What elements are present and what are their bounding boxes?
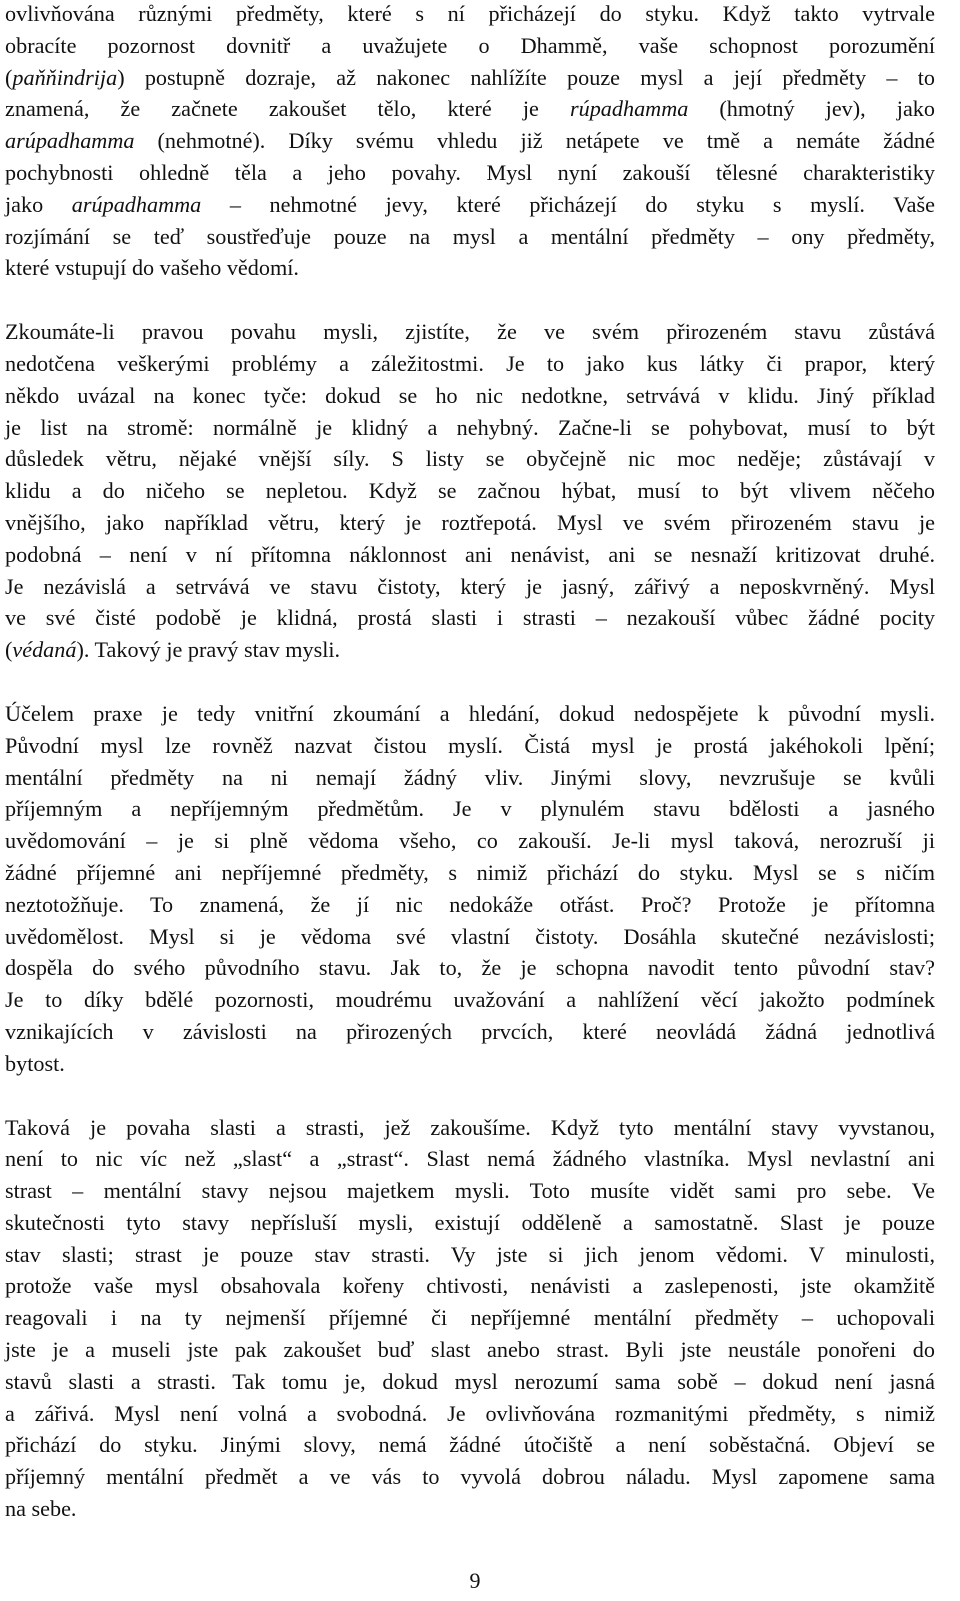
text-line: [5, 1429, 935, 1461]
paragraph: [5, 1112, 935, 1525]
italic-term: arúpadhamma: [5, 128, 135, 154]
text-run: někdo uvázal na konec tyče: dokud se ho nic nedotkne, setrvává v klidu. Jiný příklad: [5, 382, 935, 408]
text-run: stavů slasti a strasti. Tak tomu je, dokud mysl nerozumí sama sobě – dokud není jasná: [5, 1368, 935, 1394]
text-run: reagovali i na ty nejmenší příjemné či nepříjemné mentální předměty – uchopovali: [5, 1305, 935, 1331]
text-run: jste je a museli jste pak zakoušet buď slast anebo strast. Byli jste neustále ponořeni do: [5, 1337, 935, 1363]
text-line: [5, 1048, 935, 1080]
text-line: [5, 443, 935, 475]
text-line: [5, 189, 935, 221]
text-line: [5, 921, 935, 953]
italic-term: arúpadhamma: [71, 191, 202, 217]
text-line: [5, 793, 935, 825]
text-line: [5, 475, 935, 507]
text-line: [5, 1302, 935, 1334]
text-run: (hmotný jev), jako: [688, 96, 935, 122]
text-line: [5, 1207, 935, 1239]
text-run: pochybnosti ohledně těla a jeho povahy. Mysl nyní zakouší tělesné charakteristiky: [5, 159, 935, 185]
text-run: ovlivňována různými předměty, které s ní přicházejí do styku. Když takto vytrvale: [5, 1, 935, 26]
text-line: [5, 1270, 935, 1302]
text-run: (: [5, 64, 13, 90]
text-line: [5, 1175, 935, 1207]
text-line: [5, 602, 935, 634]
paragraph: [5, 0, 935, 284]
text-line: [5, 125, 935, 157]
text-run: není to nic víc než „slast“ a „strast“. Slast nemá žádného vlastníka. Mysl nevlastní ani: [5, 1146, 935, 1172]
text-run: uvědomování – je si plně vědoma všeho, co zakouší. Je-li mysl taková, nerozruší ji: [5, 828, 935, 854]
text-line: [5, 30, 935, 62]
text-run: ) postupně dozraje, až nakonec nahlížíte pouze mysl a její předměty – to: [117, 64, 935, 90]
text-run: Je to díky bdělé pozornosti, moudrému uvažování a nahlížení věcí jakožto podmínek: [5, 987, 935, 1013]
text-line: [5, 571, 935, 603]
text-line: [5, 762, 935, 794]
text-run: jako: [5, 191, 72, 217]
text-line: [5, 889, 935, 921]
text-run: Zkoumáte-li pravou povahu mysli, zjistíte, že ve svém přirozeném stavu zůstává: [5, 319, 935, 345]
text-line: [5, 1112, 935, 1144]
text-line: [5, 984, 935, 1016]
text-line: [5, 1016, 935, 1048]
text-run: rozjímání se teď soustřeďuje pouze na mysl a mentální předměty – ony předměty,: [5, 223, 935, 249]
text-run: stav slasti; strast je pouze stav strasti. Vy jste si jich jenom vědomi. V minulosti,: [5, 1241, 935, 1267]
text-line: [5, 412, 935, 444]
text-line: [5, 1334, 935, 1366]
text-run: neztotožňuje. To znamená, že jí nic nedokáže otřást. Proč? Protože je přítomna: [5, 891, 935, 917]
text-line: [5, 1366, 935, 1398]
text-line: [5, 539, 935, 571]
text-run: nedotčena veškerými problémy a záležitostmi. Je to jako kus látky či prapor, který: [5, 350, 935, 376]
text-run: Je nezávislá a setrvává ve stavu čistoty, který je jasný, zářivý a neposkvrněný. Mysl: [5, 573, 935, 599]
document-page: [5, 0, 935, 1525]
text-line: [5, 698, 935, 730]
text-run: skutečnosti tyto stavy nepřísluší mysli, existují odděleně a samostatně. Slast je pouze: [5, 1209, 935, 1235]
document-body: [5, 0, 935, 1525]
text-run: přichází do styku. Jinými slovy, nemá žádné útočiště a není soběstačná. Objeví se: [5, 1432, 935, 1458]
text-line: [5, 0, 935, 30]
text-run: které vstupují do vašeho vědomí.: [5, 255, 299, 281]
italic-term: rúpadhamma: [569, 96, 689, 122]
text-run: uvědomělost. Mysl si je vědoma své vlastní čistoty. Dosáhla skutečné nezávislosti;: [5, 923, 935, 949]
paragraph-gap: [5, 284, 935, 316]
text-run: dospěla do svého původního stavu. Jak to, že je schopna navodit tento původní stav?: [5, 955, 935, 981]
text-run: příjemný mentální předmět a ve vás to vyvolá dobrou náladu. Mysl zapomene sama: [5, 1464, 935, 1490]
text-line: [5, 62, 935, 94]
text-run: mentální předměty na ni nemají žádný vliv. Jinými slovy, nevzrušuje se kvůli: [5, 764, 935, 790]
text-line: [5, 316, 935, 348]
text-line: [5, 1461, 935, 1493]
paragraph: [5, 698, 935, 1080]
text-line: [5, 157, 935, 189]
text-run: – nehmotné jevy, které přicházejí do styku s myslí. Vaše: [201, 191, 936, 217]
paragraph-gap: [5, 1080, 935, 1112]
text-run: Původní mysl lze rovněž nazvat čistou myslí. Čistá mysl je prostá jakéhokoli lpění;: [5, 732, 935, 758]
paragraph: [5, 316, 935, 666]
text-line: [5, 252, 935, 284]
text-run: obracíte pozornost dovnitř a uvažujete o Dhammě, vaše schopnost porozumění: [5, 32, 935, 58]
text-line: [5, 221, 935, 253]
text-run: Účelem praxe je tedy vnitřní zkoumání a hledání, dokud nedospějete k původní mysli.: [5, 700, 935, 726]
text-line: [5, 825, 935, 857]
text-line: [5, 952, 935, 984]
text-run: vnějšího, jako například větru, který je roztřepotá. Mysl ve svém přirozeném stavu je: [5, 509, 935, 535]
text-line: [5, 857, 935, 889]
page-number: 9: [469, 1568, 481, 1593]
text-run: znamená, že začnete zakoušet tělo, které je: [5, 96, 570, 122]
text-run: důsledek větru, nějaké vnější síly. S listy se obyčejně nic moc neděje; zůstávají v: [5, 446, 935, 472]
text-line: [5, 1493, 935, 1525]
text-line: [5, 380, 935, 412]
text-run: je list na stromě: normálně je klidný a nehybný. Začne-li se pohybovat, musí to být: [5, 414, 935, 440]
text-run: na sebe.: [5, 1496, 77, 1522]
italic-term: paňňindrija: [12, 64, 118, 90]
text-run: vznikajících v závislosti na přirozených prvcích, které neovládá žádná jednotlivá: [5, 1018, 935, 1044]
text-line: [5, 93, 935, 125]
text-line: [5, 1239, 935, 1271]
text-run: bytost.: [5, 1050, 65, 1076]
italic-term: védaná: [12, 637, 77, 663]
text-run: podobná – není v ní přítomna náklonnost ani nenávist, ani se nesnaží kritizovat druhé.: [5, 541, 935, 567]
text-line: [5, 1143, 935, 1175]
paragraph-gap: [5, 666, 935, 698]
text-run: (nehmotné). Díky svému vhledu již netápete ve tmě a nemáte žádné: [134, 128, 935, 154]
text-line: [5, 1398, 935, 1430]
text-run: ve své čisté podobě je klidná, prostá slasti i strasti – nezakouší vůbec žádné pocity: [5, 605, 935, 631]
text-run: protože vaše mysl obsahovala kořeny chtivosti, nenávisti a zaslepenosti, jste okamžitě: [5, 1273, 935, 1299]
text-line: [5, 348, 935, 380]
text-line: [5, 730, 935, 762]
text-run: (: [5, 637, 13, 663]
text-run: žádné příjemné ani nepříjemné předměty, s nimiž přichází do styku. Mysl se s ničím: [5, 859, 935, 885]
text-line: [5, 634, 935, 666]
text-run: klidu a do ničeho se nepletou. Když se začnou hýbat, musí to být vlivem něčeho: [5, 478, 935, 504]
text-run: Taková je povaha slasti a strasti, jež zakoušíme. Když tyto mentální stavy vyvstanou,: [5, 1114, 935, 1140]
text-run: strast – mentální stavy nejsou majetkem mysli. Toto musíte vidět sami pro sebe. Ve: [5, 1178, 935, 1204]
text-run: ). Takový je pravý stav mysli.: [76, 637, 341, 663]
text-line: [5, 507, 935, 539]
text-run: příjemným a nepříjemným předmětům. Je v plynulém stavu bdělosti a jasného: [5, 796, 935, 822]
text-run: a zářivá. Mysl není volná a svobodná. Je ovlivňována rozmanitými předměty, s nimiž: [5, 1400, 935, 1426]
